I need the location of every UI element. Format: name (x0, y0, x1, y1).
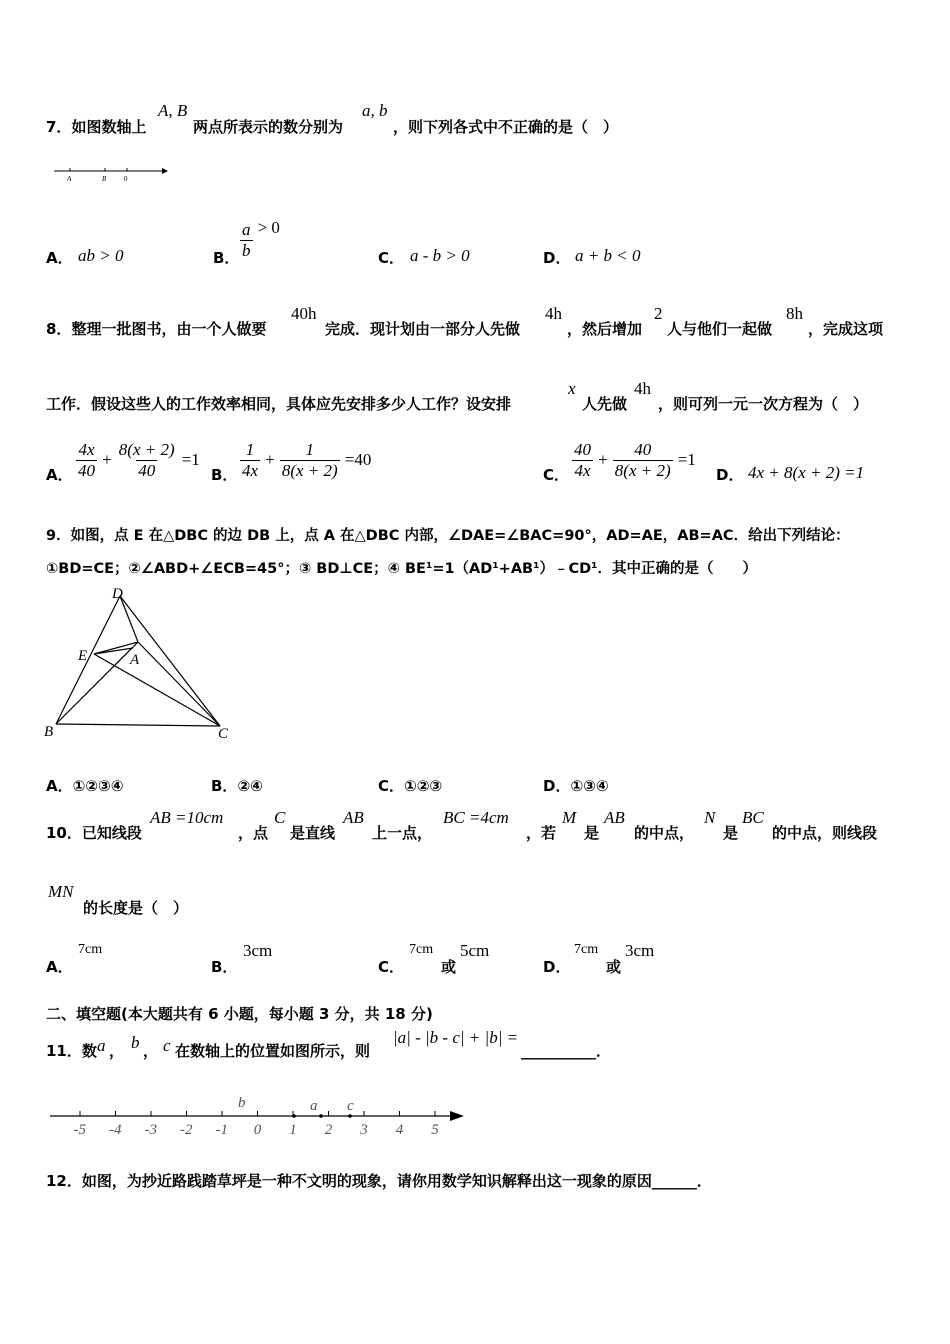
q9-option-c-label: C． (378, 777, 405, 795)
q8-option-d-label: D． (716, 466, 744, 484)
q11-tick-label: 0 (253, 1122, 262, 1138)
q10-option-a-v1: 7cm (78, 942, 103, 957)
q8-math-8h: 8h (786, 304, 803, 323)
q8-text-7: 人先做 (582, 395, 628, 413)
q8-a-num2: 8(x + 2) (118, 440, 175, 459)
q10-math-mn: MN (48, 882, 74, 901)
q10-math-n: N (704, 808, 716, 827)
q8-a-den1: 40 (78, 461, 95, 480)
q9-option-b-label: B． (211, 777, 238, 795)
q10-math-bc-4: BC =4cm (443, 808, 509, 827)
q8-c-den2: 8(x + 2) (614, 461, 671, 480)
q11-point-a: a (310, 1098, 318, 1114)
q7-option-b-num: a (242, 220, 251, 239)
q9-option-c-text: ①②③ (404, 777, 443, 795)
q7-text-2: 两点所表示的数分别为 (193, 118, 344, 136)
q7-math-ab-lower: a, b (362, 101, 388, 120)
q9-triangle-figure (40, 582, 240, 746)
q10-option-b-label: B． (211, 958, 238, 976)
q8-a-den2: 40 (138, 461, 156, 480)
q7-option-b-rest: > 0 (257, 218, 280, 237)
q10-number: 10． (46, 824, 82, 842)
q11-sep-1: ， (109, 1042, 125, 1060)
q8-option-c-expr (572, 440, 696, 481)
q10-text-1: 已知线段 (81, 824, 142, 842)
q9-line1: 9．如图，点 E 在△DBC 的边 DB 上，点 A 在△DBC 内部，∠DAE=∠BAC=90°，AD=AE，AB=AC．给出下列结论： (46, 528, 850, 544)
q10-text-3: 是直线 (290, 824, 336, 842)
q11-tick-label: 4 (395, 1122, 404, 1138)
q7-text-1: 如图数轴上 (71, 118, 147, 136)
q11-blank[interactable]: __________． (521, 1042, 612, 1060)
q10-option-d-or: 或 (606, 958, 622, 976)
q11-point-c: c (347, 1098, 354, 1114)
q8-text-3: ，然后增加 (567, 320, 643, 338)
q10-math-ab-10: AB =10cm (150, 808, 224, 827)
q7-option-c-label: C． (378, 249, 405, 267)
q7-number-line (50, 163, 170, 185)
q10-option-c-v1: 7cm (409, 942, 434, 957)
q8-option-c-label: C． (543, 466, 570, 484)
q8-math-4h-2: 4h (634, 379, 651, 398)
q8-b-den2: 8(x + 2) (281, 461, 338, 480)
q8-option-a-label: A． (46, 466, 73, 484)
q10-option-c-or: 或 (441, 958, 457, 976)
q10-option-c-label: C． (378, 958, 405, 976)
q8-c-den1: 4x (574, 461, 591, 480)
q8-option-a-expr (76, 440, 200, 481)
q9-label-d: D (112, 586, 123, 602)
q11-tick-label: -4 (109, 1122, 122, 1138)
q9-option-b-text: ②④ (237, 777, 263, 795)
q7-axis-label-b: B (102, 175, 107, 183)
q8-b-plus: + (265, 450, 275, 469)
q9-option-a-text: ①②③④ (72, 777, 124, 795)
section-2-title: 二、填空题(本大题共有 6 小题，每小题 3 分，共 18 分) (46, 1005, 433, 1023)
q7-option-d-expr: a + b < 0 (575, 246, 641, 265)
q11-number-line (44, 1090, 474, 1140)
q9-option-d-label: D． (543, 777, 571, 795)
q10-text-6: 是 (584, 824, 600, 842)
q10-option-d-v2: 3cm (625, 941, 655, 960)
q8-text-4: 人与他们一起做 (667, 320, 773, 338)
q8-c-num1: 40 (574, 440, 591, 459)
q11-number: 11． (46, 1042, 82, 1060)
q8-math-4h: 4h (545, 304, 562, 323)
q7-stem (46, 116, 146, 137)
q8-a-num1: 4x (78, 440, 95, 459)
q8-b-num1: 1 (245, 440, 255, 459)
q10-text-9: 的中点，则线段 (772, 824, 878, 842)
q7-math-ab: A, B (158, 101, 188, 120)
q8-text-6: 工作．假设这些人的工作效率相同，具体应先安排多少人工作？设安排 (46, 395, 512, 413)
q10-text-2: ，点 (238, 824, 269, 842)
q11-sep-2: ， (143, 1042, 159, 1060)
q11-stem (46, 1040, 97, 1061)
q10-option-d-label: D． (543, 958, 571, 976)
q8-c-rest: =1 (677, 450, 696, 469)
q11-expression: |a| - |b - c| + |b| = (393, 1028, 519, 1047)
q7-option-a (46, 247, 73, 268)
q8-option-d-expr: 4x + 8(x + 2) =1 (748, 463, 865, 482)
q7-option-b-expr (240, 220, 280, 261)
q8-text-1: 整理一批图书，由一个人做要 (71, 320, 267, 338)
q10-math-m: M (562, 808, 577, 827)
q8-c-plus: + (598, 450, 608, 469)
q11-tick-label: -3 (144, 1122, 157, 1138)
q10-text-5: ，若 (526, 824, 557, 842)
q11-text-2: 在数轴上的位置如图所示，则 (175, 1042, 371, 1060)
q9-label-e: E (78, 648, 88, 664)
q11-tick-label: 1 (289, 1122, 297, 1138)
q9-label-a: A (130, 652, 140, 668)
q11-tick-label: -1 (215, 1122, 228, 1138)
q10-text-7: 的中点， (634, 824, 695, 842)
q10-text-4: 上一点， (372, 824, 433, 842)
q7-option-c-expr: a - b > 0 (410, 246, 470, 265)
q9-option-b (211, 775, 263, 796)
q11-tick-label: 2 (324, 1122, 333, 1138)
q8-text-2: 完成．现计划由一部分人先做 (325, 320, 521, 338)
q10-text-8: 是 (723, 824, 739, 842)
q9-option-c (378, 775, 442, 796)
q8-b-rest: =40 (344, 450, 372, 469)
q12-text: 12．如图，为抄近路践踏草坪是一种不文明的现象，请你用数学知识解释出这一现象的原因______． (46, 1172, 712, 1190)
q7-option-a-label: A． (46, 249, 73, 267)
q10-math-ab-2: AB (604, 808, 625, 827)
q8-math-2: 2 (654, 304, 663, 323)
q8-math-40h: 40h (291, 304, 317, 323)
q10-math-c: C (274, 808, 286, 827)
q10-option-c-v2: 5cm (460, 941, 490, 960)
q10-option-a-label: A． (46, 958, 73, 976)
q9-label-c: C (218, 726, 229, 742)
q8-math-x: x (568, 379, 576, 398)
q7-axis-label-0: 0 (124, 175, 128, 183)
q11-tick-label: 5 (431, 1122, 439, 1138)
q8-a-rest: =1 (181, 450, 200, 469)
q10-stem-line1 (46, 822, 142, 843)
q11-math-c: c (163, 1036, 171, 1055)
q7-option-d-label: D． (543, 249, 571, 267)
q9-label-b: B (44, 724, 54, 740)
q8-text-8: ，则可列一元一次方程为（ ） (658, 395, 869, 413)
q9-option-d-text: ①③④ (570, 777, 609, 795)
q10-option-b-v1: 3cm (243, 941, 273, 960)
q7-option-b-den: b (242, 241, 251, 260)
q7-text-3: ，则下列各式中不正确的是（ ） (393, 118, 619, 136)
q8-text-5: ，完成这项 (808, 320, 884, 338)
q8-number: 8． (46, 320, 72, 338)
q9-option-a (46, 775, 123, 796)
q11-math-b: b (131, 1033, 140, 1052)
q8-b-den1: 4x (242, 461, 259, 480)
q8-stem-line1 (46, 318, 266, 339)
q11-math-a: a (97, 1036, 106, 1055)
q8-option-b-label: B． (211, 466, 238, 484)
q9-option-d (543, 775, 609, 796)
q8-b-num2: 1 (305, 440, 314, 459)
q9-option-a-label: A． (46, 777, 73, 795)
q11-tick-label: -5 (73, 1122, 86, 1138)
q7-axis-label-a: A (67, 175, 72, 183)
q10-math-bc: BC (742, 808, 764, 827)
q7-option-a-expr: ab > 0 (78, 246, 124, 265)
q7-option-b-label: B． (213, 249, 240, 267)
q11-text-1: 数 (81, 1042, 97, 1060)
q8-a-plus: + (102, 450, 112, 469)
q10-math-ab-1: AB (343, 808, 364, 827)
q9-line2: ①BD=CE；②∠ABD+∠ECB=45°；③ BD⊥CE；④ BE¹=1（AD¹+AB¹）﹣CD¹．其中正确的是（ ） (46, 561, 757, 577)
q10-text-10: 的长度是（ ） (83, 899, 189, 917)
q10-option-d-v1: 7cm (574, 942, 599, 957)
q8-c-num2: 40 (634, 440, 652, 459)
q11-tick-label: -2 (180, 1122, 193, 1138)
q8-option-b-expr (240, 440, 371, 481)
q7-number: 7． (46, 118, 72, 136)
q11-point-b: b (238, 1095, 246, 1111)
q11-tick-label: 3 (360, 1122, 368, 1138)
